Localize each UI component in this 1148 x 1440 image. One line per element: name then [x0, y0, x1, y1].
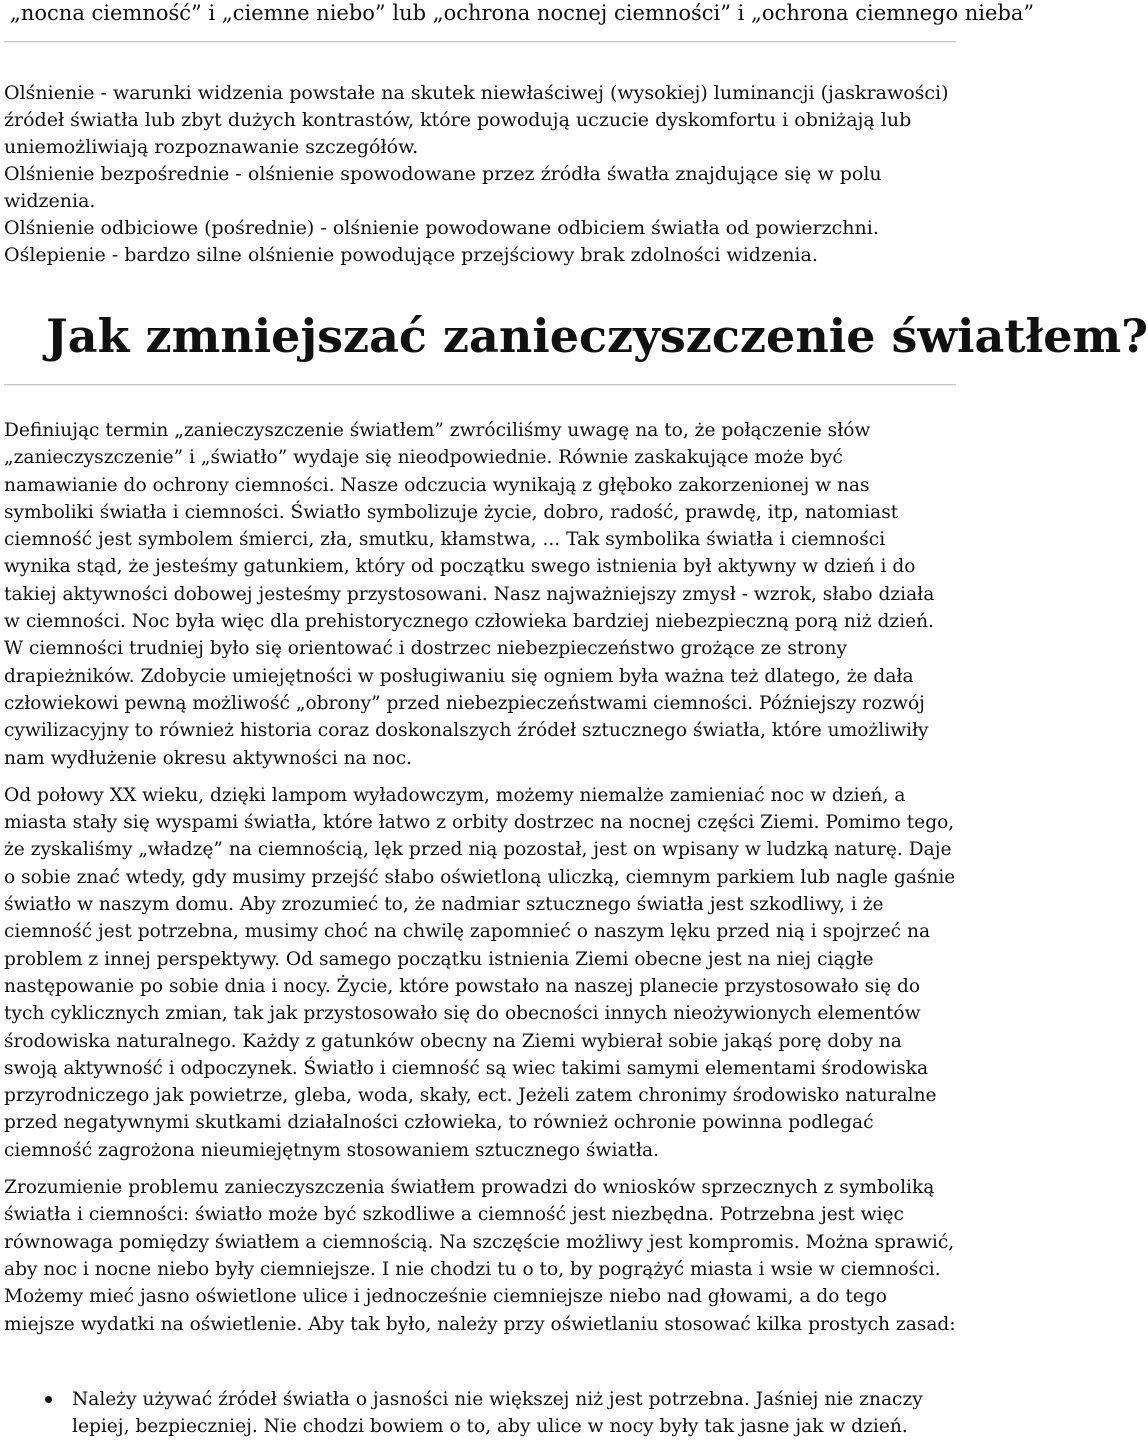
paragraph: Od połowy XX wieku, dzięki lampom wyładowczym, możemy niemalże zamieniać noc w dzień, a miasta stały się wyspami światła, które łatwo z orbity dostrzec na nocnej części Ziemi. Pomimo tego, że zyskaliśmy „władzę” na ciemnością, lęk przed nią pozostał, jest on wpisany w ludzką naturę. Daje o sobie znać wtedy, gdy musimy przejść słabo oświetloną uliczką, ciemnym parkiem lub nagle gaśnie światło w naszym domu. Aby zrozumieć to, że nadmiar sztucznego światła jest szkodliwy, i że ciemność jest potrzebna, musimy choć na chwilę zapomnieć o naszym lęku przed nią i spojrzeć na problem z innej perspektywy. Od samego początku istnienia Ziemi obecne jest na niej ciągłe następowanie po sobie dnia i nocy. Życie, które powstało na naszej planecie przystosowało się do tych cyklicznych zmian, tak jak przystosowało się do obecności innych nieożywionych elementów środowiska naturalnego. Każdy z gatunków obecny na Ziemi wybierał sobie jakąś porę doby na swoją aktywność i odpoczynek. Światło i ciemność są wiec takimi samymi elementami środowiska przyrodniczego jak powietrze, gleba, woda, skały, ect. Jeżeli zatem chronimy środowisko naturalne przed negatywnymi skutkami działalności człowieka, to również ochronie powinna podlegać ciemność zagrożona nieumiejętnym stosowaniem sztucznego światła.	[4, 784, 956, 1161]
definitions-block	[4, 80, 956, 269]
bullet-icon	[45, 1396, 52, 1403]
section-heading: Jak zmniejszać zanieczyszczenie światłem?	[46, 309, 1148, 363]
definition-reflected-glare: Olśnienie odbiciowe (pośrednie) - olśnienie powodowane odbiciem światła od powierzchni.	[4, 217, 879, 239]
definition-blinding: Oślepienie - bardzo silne olśnienie powodujące przejściowy brak zdolności widzenia.	[4, 244, 818, 266]
header-line: „nocna ciemność” i „ciemne niebo” lub „ochrona nocnej ciemności” i „ochrona ciemnego nieba”	[10, 1, 1035, 25]
divider	[4, 384, 956, 386]
definition-glare: Olśnienie - warunki widzenia powstałe na skutek niewłaściwej (wysokiej) luminancji (jaskrawości) źródeł światła lub zbyt dużych kontrastów, które powodują uczucie dyskomfortu i obniżają lub uniemożliwiają rozpoznawanie szczegółów.	[4, 82, 949, 158]
divider	[4, 41, 956, 43]
rules-list	[4, 1386, 956, 1440]
list-item	[4, 1386, 956, 1440]
paragraph: Definiując termin „zanieczyszczenie światłem” zwróciliśmy uwagę na to, że połączenie słów „zanieczyszczenie” i „światło” wydaje się nieodpowiednie. Równie zaskakujące może być namawianie do ochrony ciemności. Nasze odczucia wynikają z głęboko zakorzenionej w nas symboliki światła i ciemności. Światło symbolizuje życie, dobro, radość, prawdę, itp, natomiast ciemność jest symbolem śmierci, zła, smutku, kłamstwa, ... Tak symbolika światła i ciemności wynika stąd, że jesteśmy gatunkiem, który od początku swego istnienia był aktywny w dzień i do takiej aktywności dobowej jesteśmy przystosowani. Nasz najważniejszy zmysł - wzrok, słabo działa w ciemności. Noc była więc dla prehistorycznego człowieka bardziej niebezpieczną porą niż dzień. W ciemności trudniej było się orientować i dostrzec niebezpieczeństwo grożące ze strony drapieżników. Zdobycie umiejętności w posługiwaniu się ogniem była ważna też dlatego, że dała człowiekowi pewną możliwość „obrony” przed niebezpieczeństwami ciemności. Późniejszy rozwój cywilizacyjny to również historia coraz doskonalszych źródeł sztucznego światła, które umożliwiły nam wydłużenie okresu aktywności na noc.	[4, 420, 935, 769]
list-item-text: Należy używać źródeł światła o jasności nie większej niż jest potrzebna. Jaśniej nie znaczy lepiej, bezpieczniej. Nie chodzi bowiem o to, aby ulice w nocy były tak jasne jak w dzień.	[72, 1389, 923, 1437]
paragraph: Zrozumienie problemu zanieczyszczenia światłem prowadzi do wniosków sprzecznych z symboliką światła i ciemności: światło może być szkodliwe a ciemność jest niezbędna. Potrzebna jest więc równowaga pomiędzy światłem a ciemnością. Na szczęście możliwy jest kompromis. Można sprawić, aby noc i nocne niebo były ciemniejsze. I nie chodzi tu o to, by pogrążyć miasta i wsie w ciemności. Możemy mieć jasno oświetlone ulice i jednocześnie ciemniejsze niebo nad głowami, a do tego miejsze wydatki na oświetlenie. Aby tak było, należy przy oświetlaniu stosować kilka prostych zasad:	[4, 1177, 956, 1335]
definition-direct-glare: Olśnienie bezpośrednie - olśnienie spowodowane przez źródła śwatła znajdujące się w polu widzenia.	[4, 163, 882, 212]
article-body	[4, 417, 956, 1348]
